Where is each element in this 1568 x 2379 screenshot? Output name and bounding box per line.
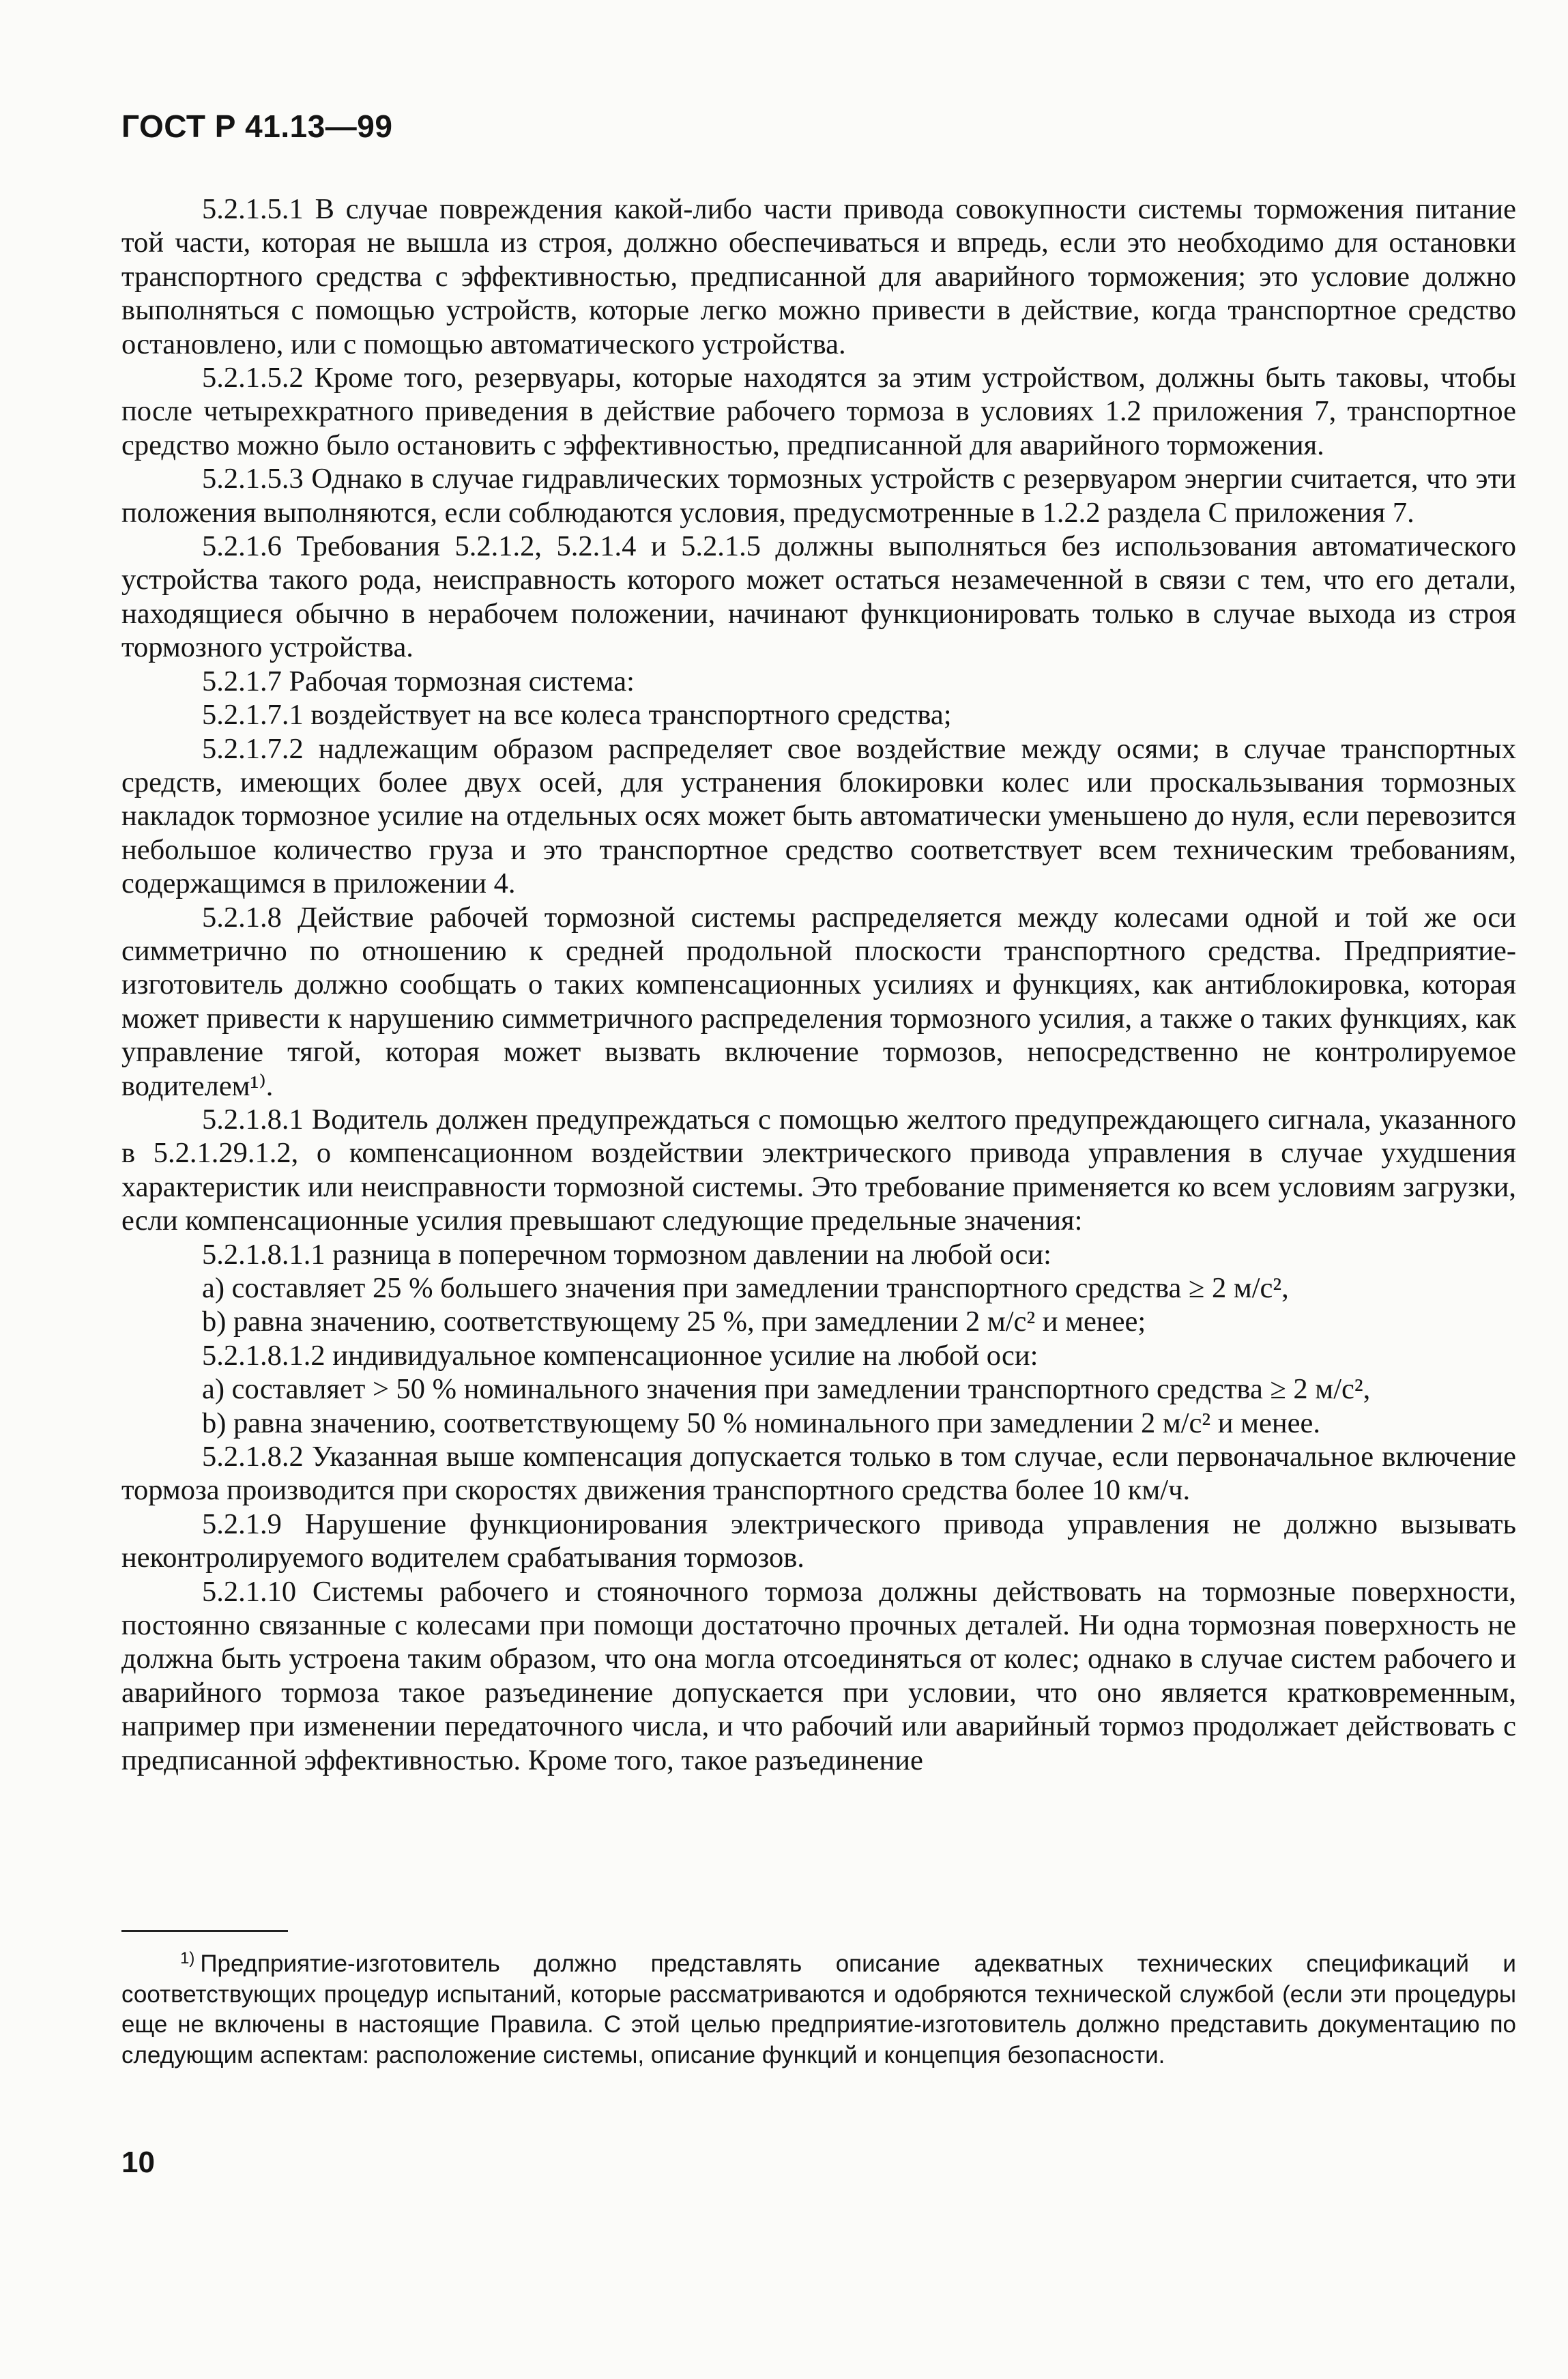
footnote-paragraph <box>121 1944 1516 2071</box>
body-text <box>121 192 1516 1777</box>
paragraph-5-2-1-10: 5.2.1.10 Системы рабочего и стояночного тормоза должны действовать на тормозные поверхности, постоянно связанные с колесами при помощи достаточно прочных деталей. Ни одна тормозная поверхность не должна быть устроена таким образом, что она могла отсоединяться от колес; однако в случае систем рабочего и аварийного тормоза такое разъединение допускается при условии, что оно является кратковременным, например при изменении передаточного числа, и что рабочий или аварийный тормоз продолжает действовать с предписанной эффективностью. Кроме того, такое разъединение <box>121 1575 1516 1776</box>
footnote-text: Предприятие-изготовитель должно представлять описание адекватных технических спецификаций и соответствующих процедур испытаний, которые рассматриваются и одобряются технической службой (если эти процедуры еще не включены в настоящие Правила. С этой целью предприятие-изготовитель должно представить документацию по следующим аспектам: расположение системы, описание функций и концепция безопасности. <box>121 1950 1516 2068</box>
paragraph-5-2-1-5-2: 5.2.1.5.2 Кроме того, резервуары, которые находятся за этим устройством, должны быть таковы, чтобы после четырехкратного приведения в действие рабочего тормоза в условиях 1.2 приложения 7, транспортное средство можно было остановить с эффективностью, предписанной для аварийного торможения. <box>121 362 1516 461</box>
paragraph-5-2-1-8-1-2: 5.2.1.8.1.2 индивидуальное компенсационное усилие на любой оси: <box>202 1339 1039 1372</box>
footnote-marker: 1) <box>180 1949 195 1967</box>
list-item-b-2: b) равна значению, соответствующему 50 % номинального при замедлении 2 м/с² и менее. <box>202 1407 1321 1439</box>
paragraph-5-2-1-7-2: 5.2.1.7.2 надлежащим образом распределяет свое воздействие между осями; в случае транспортных средств, имеющих более двух осей, для устранения блокировки колес или проскальзывания тормозных накладок тормозное усилие на отдельных осях может быть автоматически уменьшено до нуля, если перевозится небольшое количество груза и это транспортное средство соответствует всем техническим требованиям, содержащимся в приложении 4. <box>121 732 1516 900</box>
paragraph-5-2-1-5-3: 5.2.1.5.3 Однако в случае гидравлических тормозных устройств с резервуаром энергии считается, что эти положения выполняются, если соблюдаются условия, предусмотренные в 1.2.2 раздела С приложения 7. <box>121 463 1516 529</box>
paragraph-5-2-1-8-2: 5.2.1.8.2 Указанная выше компенсация допускается только в том случае, если первоначальное включение тормоза производится при скоростях движения транспортного средства более 10 км/ч. <box>121 1441 1516 1507</box>
paragraph-5-2-1-9: 5.2.1.9 Нарушение функционирования электрического привода управления не должно вызывать неконтролируемого водителем срабатывания тормозов. <box>121 1508 1516 1574</box>
paragraph-5-2-1-8-1-1: 5.2.1.8.1.1 разница в поперечном тормозном давлении на любой оси: <box>202 1238 1051 1271</box>
list-item-a-1: a) составляет 25 % большего значения при замедлении транспортного средства ≥ 2 м/с², <box>202 1272 1289 1304</box>
list-item-a-2: a) составляет > 50 % номинального значения при замедлении транспортного средства ≥ 2 м/с², <box>202 1373 1371 1406</box>
list-item-b-1: b) равна значению, соответствующему 25 %, при замедлении 2 м/с² и менее; <box>202 1306 1146 1338</box>
paragraph-5-2-1-7: 5.2.1.7 Рабочая тормозная система: <box>202 665 635 697</box>
paragraph-5-2-1-8: 5.2.1.8 Действие рабочей тормозной системы распределяется между колесами одной и той же оси симметрично по отношению к средней продольной плоскости транспортного средства. Предприятие-изготовитель должно сообщать о таких компенсационных усилиях и функциях, как антиблокировка, которая может привести к нарушению симметричного распределения тормозного усилия, а также о таких функциях, как управление тягой, которая может вызвать включение тормозов, непосредственно не контролируемое водителем¹⁾. <box>121 901 1516 1102</box>
document-header: ГОСТ Р 41.13—99 <box>121 109 393 144</box>
page-number: 10 <box>121 2146 155 2179</box>
paragraph-5-2-1-7-1: 5.2.1.7.1 воздействует на все колеса транспортного средства; <box>202 699 952 732</box>
paragraph-5-2-1-5-1: 5.2.1.5.1 В случае повреждения какой-либо части привода совокупности системы торможения питание той части, которая не вышла из строя, должно обеспечиваться и впредь, если это необходимо для остановки транспортного средства с эффективностью, предписанной для аварийного торможения; это условие должно выполняться с помощью устройств, которые легко можно привести в действие, когда транспортное средство остановлено, или с помощью автоматического устройства. <box>121 193 1516 360</box>
footnote <box>121 1944 1516 2071</box>
paragraph-5-2-1-8-1: 5.2.1.8.1 Водитель должен предупреждаться с помощью желтого предупреждающего сигнала, указанного в 5.2.1.29.1.2, о компенсационном воздействии электрического привода управления в случае ухудшения характеристик или неисправности тормозной системы. Это требование применяется ко всем условиям загрузки, если компенсационные усилия превышают следующие предельные значения: <box>121 1103 1516 1237</box>
paragraph-5-2-1-6: 5.2.1.6 Требования 5.2.1.2, 5.2.1.4 и 5.2.1.5 должны выполняться без использования автоматического устройства такого рода, неисправность которого может остаться незамеченной в связи с тем, что его детали, находящиеся обычно в нерабочем положении, начинают функционировать только в случае выхода из строя тормозного устройства. <box>121 530 1516 664</box>
footnote-divider <box>121 1930 288 1932</box>
